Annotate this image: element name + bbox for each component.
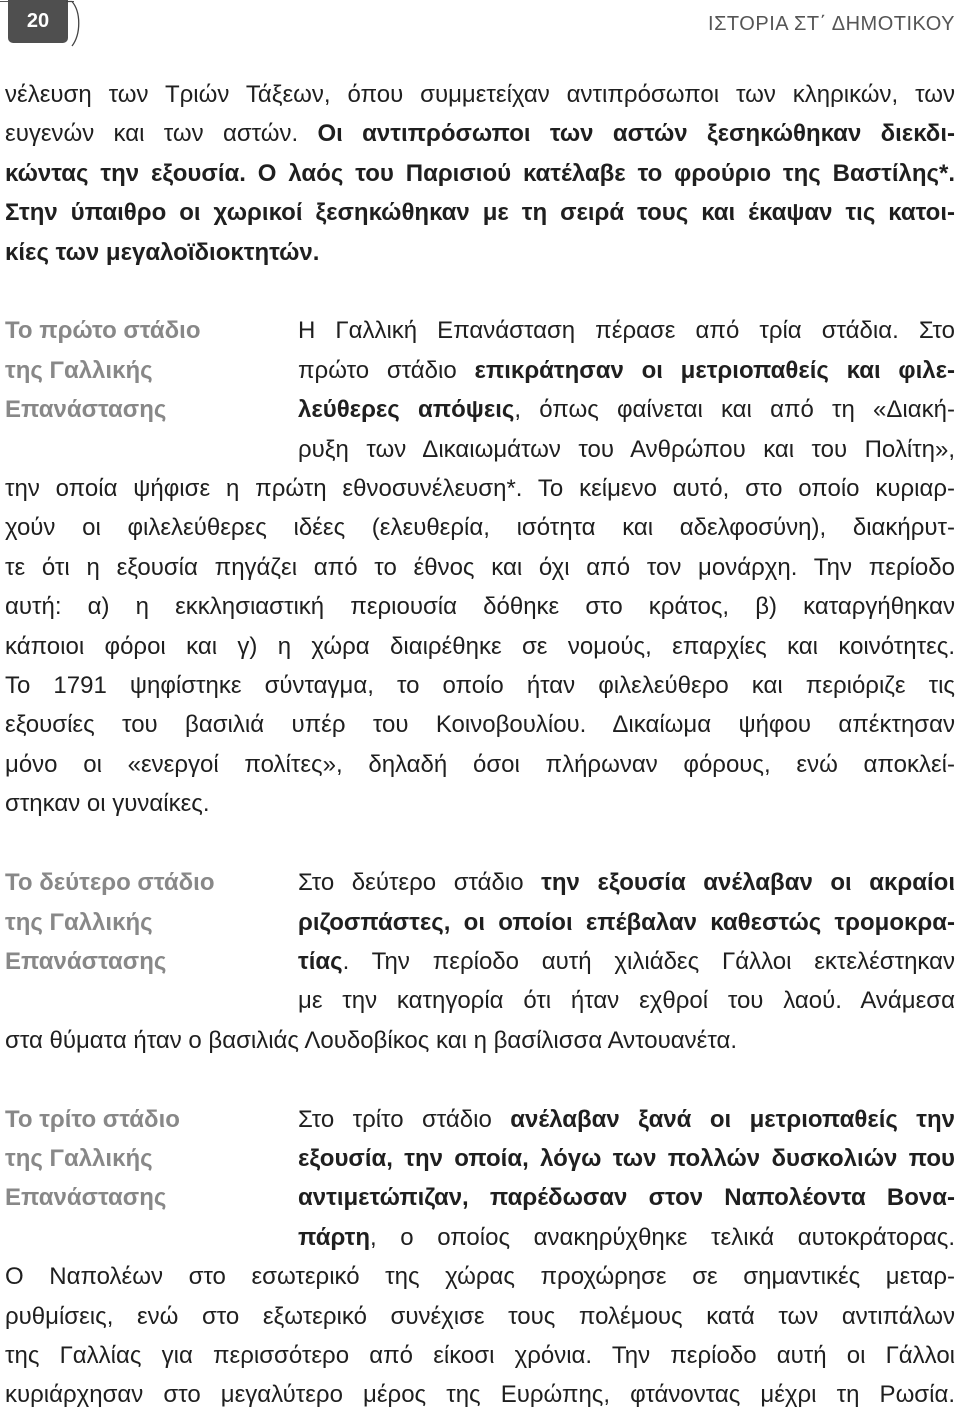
text-line (5, 784, 955, 823)
text-run: , όπως φαίνεται και από τη «Διακή- (514, 396, 955, 424)
text-run: εξουσίες του βασιλιά υπέρ του Κοινοβουλίου. Δικαίωμα ψήφου απέκτησαν (5, 711, 955, 739)
bold-text-run: κώντας την εξουσία. Ο λαός του Παρισιού κατέλαβε το φρούριο της Βαστίλης*. (5, 159, 955, 187)
text-run: ρυθμίσεις, ενώ στο εξωτερικό συνέχισε τους πολέμους κατά των αντιπάλων (5, 1302, 955, 1330)
text-line (5, 1257, 955, 1296)
margin-heading-line: Επανάστασης (5, 1184, 167, 1212)
bold-text-run: Οι αντιπρόσωποι των αστών ξεσηκώθηκαν διεκδι- (317, 120, 955, 148)
bold-text-run: ριζοσπάστες, οι οποίοι επέβαλαν καθεστώς τρομοκρα- (298, 908, 955, 936)
text-line (5, 1336, 955, 1375)
bold-text-run: τίας (298, 947, 343, 975)
bold-text-run: Στην ύπαιθρο οι χωρικοί ξεσηκώθηκαν με τη σειρά τους και έκαψαν τις κατοι- (5, 199, 955, 227)
text-line (5, 154, 955, 193)
text-line (5, 548, 955, 587)
text-run: χούν οι φιλελεύθερες ιδέες (ελευθερία, ισότητα και αδελφοσύνη), διακήρυτ- (5, 514, 955, 542)
bold-text-run: την εξουσία ανέλαβαν οι ακραίοι (541, 869, 956, 897)
text-run: πρώτο στάδιο (298, 356, 457, 384)
text-line (5, 705, 955, 744)
margin-heading-line: Το δεύτερο στάδιο (5, 869, 215, 897)
full-width-text (5, 469, 955, 824)
text-run: Το 1791 ψηφίστηκε σύνταγμα, το οποίο ήταν φιλελεύθερο και περιόριζε τις (5, 672, 955, 700)
text-line (5, 587, 955, 626)
page-number-badge (8, 0, 68, 43)
margin-heading (5, 1100, 298, 1258)
text-line (298, 311, 955, 350)
full-width-text (5, 1021, 955, 1060)
margin-heading-line: Επανάστασης (5, 396, 167, 424)
text-line (5, 193, 955, 232)
text-run: Η Γαλλική Επανάσταση πέρασε από τρία στάδια. Στο (298, 317, 955, 345)
text-line (298, 430, 955, 469)
side-column-text (298, 311, 955, 469)
margin-heading-line: της Γαλλικής (5, 1144, 153, 1172)
text-run: Στο δεύτερο στάδιο (298, 869, 524, 897)
bold-text-run: αντιμετώπιζαν, παρέδωσαν στον Ναπολέοντα Βονα- (298, 1184, 955, 1212)
text-line (298, 351, 955, 390)
text-run: κυριάρχησαν στο μεγαλύτερο μέρος της Ευρώπης, φτάνοντας μέχρι τη Ρωσία. (5, 1381, 955, 1409)
margin-heading-line: Το πρώτο στάδιο (5, 317, 201, 345)
margin-heading-line: Το τρίτο στάδιο (5, 1105, 180, 1133)
header-bracket-icon (66, 0, 86, 48)
text-line (5, 469, 955, 508)
page-body (5, 75, 955, 1415)
text-line (298, 981, 955, 1020)
bold-text-run: πάρτη (298, 1223, 371, 1251)
bold-text-run: κίες των μεγαλοϊδιοκτητών. (5, 238, 320, 266)
text-line (298, 863, 955, 902)
margin-heading (5, 311, 298, 469)
first-stage-section (5, 311, 955, 823)
text-line (298, 942, 955, 981)
text-line (298, 1100, 955, 1139)
text-line (5, 627, 955, 666)
text-run: , ο οποίος ανακηρύχθηκε τελικά αυτοκράτορας. (370, 1223, 955, 1251)
text-line (298, 1218, 955, 1257)
page-number: 20 (26, 10, 50, 32)
text-run: με την κατηγορία ότι ήταν εχθροί του λαού. Ανάμεσα (298, 987, 955, 1015)
text-line (5, 233, 955, 272)
section-intro-row (5, 863, 955, 1021)
section-intro-row (5, 311, 955, 469)
text-run: τε ότι η εξουσία πηγάζει από το έθνος και όχι από τον μονάρχη. Την περίοδο (5, 553, 955, 581)
text-run: την οποία ψήφισε η πρώτη εθνοσυνέλευση*. Το κείμενο αυτό, στο οποίο κυριαρ- (5, 475, 955, 503)
bold-text-run: ανέλαβαν ξανά οι μετριοπαθείς την (510, 1105, 955, 1133)
bold-text-run: λεύθερες απόψεις (298, 396, 515, 424)
text-run: Ο Ναπολέων στο εσωτερικό της χώρας προχώρησε σε σημαντικές μεταρ- (5, 1263, 955, 1291)
text-run: ευγενών και των αστών. (5, 120, 299, 148)
text-line (298, 1139, 955, 1178)
text-line (298, 390, 955, 429)
text-line (5, 745, 955, 784)
text-run: στα θύματα ήταν ο βασιλιάς Λουδοβίκος και η βασίλισσα Αντουανέτα. (5, 1026, 738, 1054)
text-line (5, 1375, 955, 1414)
text-run: νέλευση των Τριών Τάξεων, όπου συμμετείχαν αντιπρόσωποι των κληρικών, των (5, 81, 955, 108)
bold-text-run: εξουσία, την οποία, λόγω των πολλών δυσκολιών που (298, 1144, 955, 1172)
text-run: αυτή: α) η εκκλησιαστική περιουσία δόθηκε στο κράτος, β) καταργήθηκαν (5, 593, 955, 621)
margin-heading-line: της Γαλλικής (5, 356, 153, 384)
bold-text-run: επικράτησαν οι μετριοπαθείς και φιλε- (474, 356, 956, 384)
margin-heading-line: της Γαλλικής (5, 908, 153, 936)
intro-paragraph (5, 75, 955, 272)
text-line (298, 1178, 955, 1217)
text-line (298, 903, 955, 942)
margin-heading-line: Επανάστασης (5, 947, 167, 975)
second-stage-section (5, 863, 955, 1060)
full-width-text (5, 1257, 955, 1415)
section-intro-row (5, 1100, 955, 1258)
text-line (5, 75, 955, 114)
text-run: της Γαλλίας για περισσότερο από είκοσι χρόνια. Την περίοδο αυτή οι Γάλλοι (5, 1341, 955, 1369)
text-run: ρυξη των Δικαιωμάτων του Ανθρώπου και του Πολίτη», (298, 435, 955, 463)
book-title: ΙΣΤΟΡΙΑ ΣΤ΄ ΔΗΜΟΤΙΚΟΥ (708, 13, 955, 35)
margin-heading (5, 863, 298, 1021)
text-run: . Την περίοδο αυτή χιλιάδες Γάλλοι εκτελέστηκαν (342, 947, 955, 975)
text-line (5, 1021, 955, 1060)
text-run: Στο τρίτο στάδιο (298, 1105, 492, 1133)
page-header (0, 0, 960, 50)
side-column-text (298, 1100, 955, 1258)
side-column-text (298, 863, 955, 1021)
text-line (5, 1297, 955, 1336)
text-run: μόνο οι «ενεργοί πολίτες», δηλαδή όσοι πλήρωναν φόρους, ενώ αποκλεί- (5, 750, 955, 778)
text-run: στηκαν οι γυναίκες. (5, 790, 210, 818)
third-stage-section (5, 1100, 955, 1415)
text-line (5, 666, 955, 705)
text-line (5, 508, 955, 547)
text-line (5, 114, 955, 153)
text-run: κάποιοι φόροι και γ) η χώρα διαιρέθηκε σε νομούς, επαρχίες και κοινότητες. (5, 632, 955, 660)
